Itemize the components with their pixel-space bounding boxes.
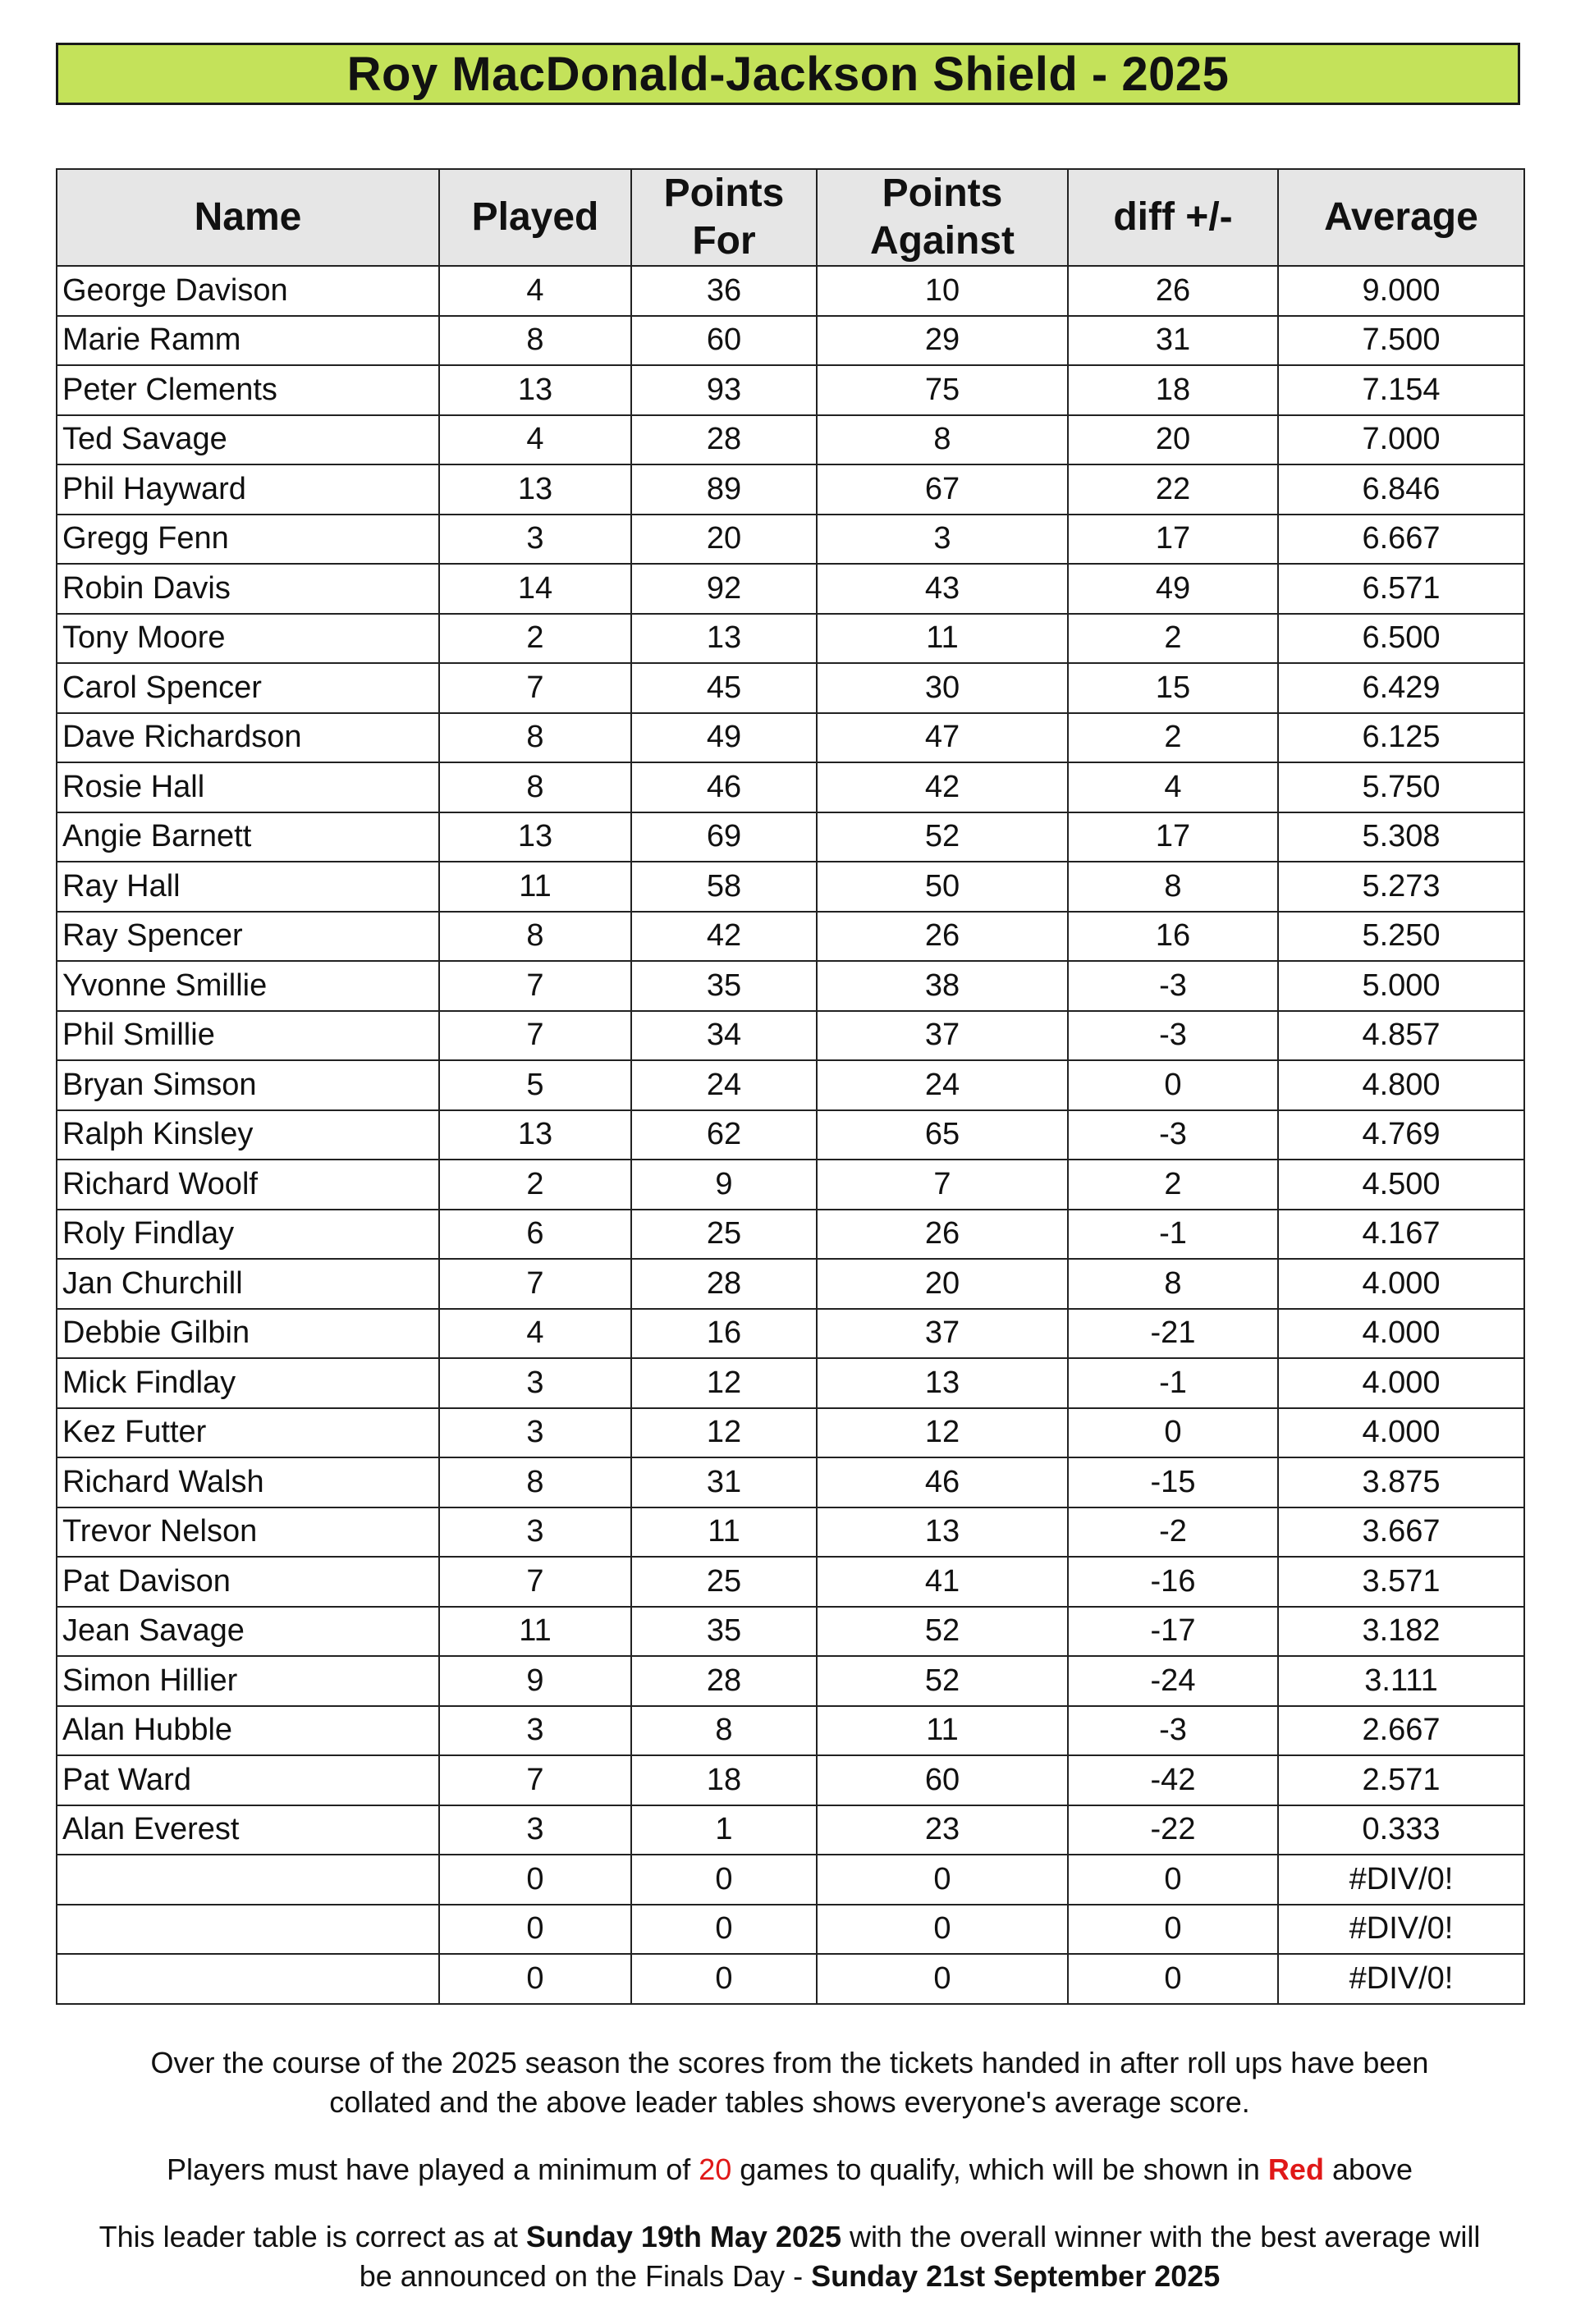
cell-played: 8 [439, 1457, 631, 1507]
cell-average: 5.273 [1278, 862, 1524, 912]
cell-points-against: 65 [817, 1110, 1068, 1160]
cell-points-for: 11 [631, 1507, 817, 1558]
table-row [57, 1706, 1524, 1756]
cell-points-for: 49 [631, 713, 817, 763]
cell-points-against: 20 [817, 1259, 1068, 1309]
cell-name: Carol Spencer [57, 663, 439, 713]
cell-average: 2.571 [1278, 1755, 1524, 1805]
cell-played: 2 [439, 1160, 631, 1210]
cell-diff: 2 [1068, 1160, 1278, 1210]
cell-name: Alan Everest [57, 1805, 439, 1855]
cell-points-against: 42 [817, 762, 1068, 812]
cell-name: Ray Hall [57, 862, 439, 912]
table-row [57, 1954, 1524, 2004]
cell-points-against: 0 [817, 1905, 1068, 1955]
cell-points-against: 41 [817, 1557, 1068, 1607]
cell-points-against: 52 [817, 812, 1068, 862]
table-row [57, 1110, 1524, 1160]
note-dates: This leader table is correct as at Sunday 19th May 2025 with the overall winner with the best average will be announced on the Finals Day - Sunday 21st September 2025 [98, 2220, 1481, 2293]
cell-points-for: 45 [631, 663, 817, 713]
cell-points-for: 69 [631, 812, 817, 862]
cell-points-against: 8 [817, 415, 1068, 465]
cell-points-for: 25 [631, 1210, 817, 1260]
cell-points-for: 28 [631, 415, 817, 465]
cell-name: Simon Hillier [57, 1656, 439, 1706]
cell-points-for: 25 [631, 1557, 817, 1607]
cell-diff: 2 [1068, 614, 1278, 664]
cell-name: Ted Savage [57, 415, 439, 465]
cell-played: 3 [439, 1706, 631, 1756]
cell-played: 0 [439, 1954, 631, 2004]
cell-diff: 31 [1068, 316, 1278, 366]
cell-played: 6 [439, 1210, 631, 1260]
cell-points-for: 89 [631, 464, 817, 515]
cell-average: 4.000 [1278, 1408, 1524, 1458]
cell-diff: -42 [1068, 1755, 1278, 1805]
cell-points-for: 35 [631, 961, 817, 1011]
red-highlight-word: Red [1267, 2152, 1324, 2186]
table-row [57, 1309, 1524, 1359]
cell-points-for: 9 [631, 1160, 817, 1210]
cell-name: Dave Richardson [57, 713, 439, 763]
cell-average: 6.429 [1278, 663, 1524, 713]
cell-diff: -1 [1068, 1358, 1278, 1408]
cell-diff: 26 [1068, 266, 1278, 316]
table-row [57, 1457, 1524, 1507]
cell-points-for: 58 [631, 862, 817, 912]
cell-played: 13 [439, 1110, 631, 1160]
cell-diff: 8 [1068, 862, 1278, 912]
table-row [57, 912, 1524, 962]
cell-diff: -3 [1068, 1706, 1278, 1756]
cell-name: Robin Davis [57, 564, 439, 614]
table-row [57, 515, 1524, 565]
cell-diff: 20 [1068, 415, 1278, 465]
cell-name [57, 1954, 439, 2004]
cell-played: 13 [439, 464, 631, 515]
cell-average: 6.500 [1278, 614, 1524, 664]
cell-average: 3.111 [1278, 1656, 1524, 1706]
cell-played: 9 [439, 1656, 631, 1706]
cell-diff: 2 [1068, 713, 1278, 763]
cell-name: Bryan Simson [57, 1060, 439, 1110]
cell-diff: -2 [1068, 1507, 1278, 1558]
table-row [57, 762, 1524, 812]
cell-points-for: 46 [631, 762, 817, 812]
cell-points-against: 11 [817, 614, 1068, 664]
cell-name: Ray Spencer [57, 912, 439, 962]
cell-played: 7 [439, 1259, 631, 1309]
cell-diff: 0 [1068, 1954, 1278, 2004]
cell-played: 8 [439, 912, 631, 962]
cell-average: 3.571 [1278, 1557, 1524, 1607]
cell-average: #DIV/0! [1278, 1855, 1524, 1905]
cell-points-against: 0 [817, 1954, 1068, 2004]
cell-points-for: 12 [631, 1358, 817, 1408]
cell-points-against: 26 [817, 912, 1068, 962]
cell-points-for: 92 [631, 564, 817, 614]
cell-points-for: 35 [631, 1607, 817, 1657]
cell-name: Trevor Nelson [57, 1507, 439, 1558]
cell-points-for: 34 [631, 1011, 817, 1061]
cell-played: 0 [439, 1855, 631, 1905]
cell-name: Pat Ward [57, 1755, 439, 1805]
cell-diff: -15 [1068, 1457, 1278, 1507]
cell-points-against: 26 [817, 1210, 1068, 1260]
cell-diff: -1 [1068, 1210, 1278, 1260]
cell-played: 3 [439, 1507, 631, 1558]
cell-played: 7 [439, 1755, 631, 1805]
cell-points-against: 47 [817, 713, 1068, 763]
cell-points-for: 1 [631, 1805, 817, 1855]
cell-points-against: 24 [817, 1060, 1068, 1110]
table-header-row [57, 169, 1524, 266]
cell-diff: 17 [1068, 812, 1278, 862]
table-row [57, 1259, 1524, 1309]
cell-points-for: 0 [631, 1855, 817, 1905]
cell-diff: -24 [1068, 1656, 1278, 1706]
cell-diff: -21 [1068, 1309, 1278, 1359]
min-games-number: 20 [699, 2152, 732, 2186]
cell-points-against: 12 [817, 1408, 1068, 1458]
cell-points-against: 60 [817, 1755, 1068, 1805]
header-points-for: Points For [631, 169, 817, 266]
cell-points-against: 3 [817, 515, 1068, 565]
cell-played: 3 [439, 1805, 631, 1855]
cell-average: 5.308 [1278, 812, 1524, 862]
cell-points-for: 60 [631, 316, 817, 366]
cell-name: Roly Findlay [57, 1210, 439, 1260]
cell-diff: 8 [1068, 1259, 1278, 1309]
cell-name: Yvonne Smillie [57, 961, 439, 1011]
cell-average: #DIV/0! [1278, 1954, 1524, 2004]
cell-name: Pat Davison [57, 1557, 439, 1607]
header-name: Name [57, 169, 439, 266]
table-row [57, 1408, 1524, 1458]
cell-played: 3 [439, 1358, 631, 1408]
cell-average: 0.333 [1278, 1805, 1524, 1855]
table-row [57, 1358, 1524, 1408]
cell-average: 9.000 [1278, 266, 1524, 316]
table-row [57, 663, 1524, 713]
cell-points-against: 50 [817, 862, 1068, 912]
cell-points-against: 7 [817, 1160, 1068, 1210]
cell-name: Peter Clements [57, 365, 439, 415]
cell-played: 2 [439, 614, 631, 664]
cell-diff: 22 [1068, 464, 1278, 515]
cell-average: 4.857 [1278, 1011, 1524, 1061]
cell-points-against: 10 [817, 266, 1068, 316]
cell-points-for: 36 [631, 266, 817, 316]
table-row [57, 316, 1524, 366]
table-row [57, 415, 1524, 465]
cell-diff: 4 [1068, 762, 1278, 812]
table-row [57, 713, 1524, 763]
cell-diff: -16 [1068, 1557, 1278, 1607]
cell-diff: -17 [1068, 1607, 1278, 1657]
cell-average: 3.667 [1278, 1507, 1524, 1558]
cell-points-against: 23 [817, 1805, 1068, 1855]
cell-points-against: 37 [817, 1011, 1068, 1061]
header-average: Average [1278, 169, 1524, 266]
cell-played: 7 [439, 1557, 631, 1607]
table-row [57, 365, 1524, 415]
header-played: Played [439, 169, 631, 266]
table-row [57, 1160, 1524, 1210]
cell-points-against: 13 [817, 1358, 1068, 1408]
table-row [57, 1755, 1524, 1805]
table-row [57, 1805, 1524, 1855]
cell-played: 13 [439, 365, 631, 415]
cell-name [57, 1905, 439, 1955]
cell-points-against: 29 [817, 316, 1068, 366]
cell-points-for: 42 [631, 912, 817, 962]
cell-name: Mick Findlay [57, 1358, 439, 1408]
table-row [57, 1905, 1524, 1955]
table-row [57, 564, 1524, 614]
cell-name: Richard Walsh [57, 1457, 439, 1507]
cell-played: 7 [439, 961, 631, 1011]
cell-name: Richard Woolf [57, 1160, 439, 1210]
table-row [57, 1507, 1524, 1558]
cell-points-for: 62 [631, 1110, 817, 1160]
header-points-against: Points Against [817, 169, 1068, 266]
cell-name: Alan Hubble [57, 1706, 439, 1756]
current-date: Sunday 19th May 2025 [525, 2220, 841, 2253]
cell-points-against: 46 [817, 1457, 1068, 1507]
notes [56, 2043, 1523, 2296]
cell-name: Phil Hayward [57, 464, 439, 515]
cell-played: 4 [439, 266, 631, 316]
cell-played: 4 [439, 1309, 631, 1359]
cell-name [57, 1855, 439, 1905]
cell-name: Jan Churchill [57, 1259, 439, 1309]
cell-diff: 0 [1068, 1855, 1278, 1905]
cell-average: 3.182 [1278, 1607, 1524, 1657]
cell-diff: 0 [1068, 1408, 1278, 1458]
cell-average: 5.000 [1278, 961, 1524, 1011]
cell-played: 13 [439, 812, 631, 862]
cell-points-against: 13 [817, 1507, 1068, 1558]
cell-played: 11 [439, 862, 631, 912]
cell-diff: 17 [1068, 515, 1278, 565]
cell-name: George Davison [57, 266, 439, 316]
cell-average: 5.250 [1278, 912, 1524, 962]
cell-average: 7.500 [1278, 316, 1524, 366]
cell-average: 3.875 [1278, 1457, 1524, 1507]
cell-average: 4.769 [1278, 1110, 1524, 1160]
table-row [57, 1557, 1524, 1607]
cell-name: Angie Barnett [57, 812, 439, 862]
cell-points-against: 11 [817, 1706, 1068, 1756]
cell-points-for: 24 [631, 1060, 817, 1110]
cell-points-for: 18 [631, 1755, 817, 1805]
cell-name: Tony Moore [57, 614, 439, 664]
table-row [57, 1656, 1524, 1706]
cell-diff: -22 [1068, 1805, 1278, 1855]
cell-points-for: 20 [631, 515, 817, 565]
cell-name: Marie Ramm [57, 316, 439, 366]
cell-points-against: 37 [817, 1309, 1068, 1359]
note-qualification: Players must have played a minimum of 20 games to qualify, which will be shown in Red above [166, 2152, 1413, 2186]
cell-played: 8 [439, 713, 631, 763]
cell-diff: -3 [1068, 1110, 1278, 1160]
cell-average: 4.800 [1278, 1060, 1524, 1110]
cell-name: Debbie Gilbin [57, 1309, 439, 1359]
cell-played: 11 [439, 1607, 631, 1657]
table-row [57, 1607, 1524, 1657]
page-title: Roy MacDonald-Jackson Shield - 2025 [56, 43, 1520, 105]
cell-average: 5.750 [1278, 762, 1524, 812]
cell-points-for: 13 [631, 614, 817, 664]
cell-played: 4 [439, 415, 631, 465]
cell-diff: 0 [1068, 1905, 1278, 1955]
cell-name: Jean Savage [57, 1607, 439, 1657]
cell-average: 4.500 [1278, 1160, 1524, 1210]
cell-name: Phil Smillie [57, 1011, 439, 1061]
cell-played: 3 [439, 515, 631, 565]
cell-points-for: 0 [631, 1905, 817, 1955]
cell-points-against: 52 [817, 1607, 1068, 1657]
table-row [57, 1210, 1524, 1260]
cell-average: 6.846 [1278, 464, 1524, 515]
cell-diff: -3 [1068, 961, 1278, 1011]
cell-points-against: 52 [817, 1656, 1068, 1706]
table-row [57, 464, 1524, 515]
cell-points-against: 0 [817, 1855, 1068, 1905]
cell-played: 8 [439, 316, 631, 366]
cell-average: #DIV/0! [1278, 1905, 1524, 1955]
cell-played: 3 [439, 1408, 631, 1458]
cell-points-for: 28 [631, 1656, 817, 1706]
cell-points-against: 43 [817, 564, 1068, 614]
cell-name: Gregg Fenn [57, 515, 439, 565]
table-row [57, 1011, 1524, 1061]
cell-average: 6.571 [1278, 564, 1524, 614]
cell-points-for: 8 [631, 1706, 817, 1756]
table-row [57, 1060, 1524, 1110]
cell-name: Rosie Hall [57, 762, 439, 812]
cell-points-for: 16 [631, 1309, 817, 1359]
cell-average: 6.125 [1278, 713, 1524, 763]
header-diff: diff +/- [1068, 169, 1278, 266]
cell-points-against: 75 [817, 365, 1068, 415]
cell-diff: 0 [1068, 1060, 1278, 1110]
cell-played: 8 [439, 762, 631, 812]
cell-points-against: 30 [817, 663, 1068, 713]
cell-average: 4.000 [1278, 1309, 1524, 1359]
cell-average: 4.167 [1278, 1210, 1524, 1260]
cell-played: 14 [439, 564, 631, 614]
finals-date: Sunday 21st September 2025 [811, 2259, 1221, 2293]
cell-points-against: 67 [817, 464, 1068, 515]
leader-table [56, 168, 1525, 2005]
cell-diff: 49 [1068, 564, 1278, 614]
table-row [57, 1855, 1524, 1905]
cell-points-for: 28 [631, 1259, 817, 1309]
table-row [57, 862, 1524, 912]
cell-name: Ralph Kinsley [57, 1110, 439, 1160]
cell-name: Kez Futter [57, 1408, 439, 1458]
cell-points-against: 38 [817, 961, 1068, 1011]
table-body [57, 266, 1524, 2004]
cell-diff: 18 [1068, 365, 1278, 415]
cell-average: 4.000 [1278, 1259, 1524, 1309]
cell-played: 7 [439, 663, 631, 713]
cell-points-for: 31 [631, 1457, 817, 1507]
cell-points-for: 0 [631, 1954, 817, 2004]
cell-points-for: 93 [631, 365, 817, 415]
note-collation: Over the course of the 2025 season the scores from the tickets handed in after roll ups have been collated and the above leader tables shows everyone's average score. [150, 2046, 1429, 2119]
cell-average: 2.667 [1278, 1706, 1524, 1756]
cell-diff: -3 [1068, 1011, 1278, 1061]
cell-played: 7 [439, 1011, 631, 1061]
cell-average: 6.667 [1278, 515, 1524, 565]
cell-average: 4.000 [1278, 1358, 1524, 1408]
cell-played: 5 [439, 1060, 631, 1110]
cell-played: 0 [439, 1905, 631, 1955]
cell-average: 7.000 [1278, 415, 1524, 465]
cell-average: 7.154 [1278, 365, 1524, 415]
cell-points-for: 12 [631, 1408, 817, 1458]
cell-diff: 16 [1068, 912, 1278, 962]
table-row [57, 266, 1524, 316]
table-row [57, 961, 1524, 1011]
table-row [57, 614, 1524, 664]
table-row [57, 812, 1524, 862]
cell-diff: 15 [1068, 663, 1278, 713]
